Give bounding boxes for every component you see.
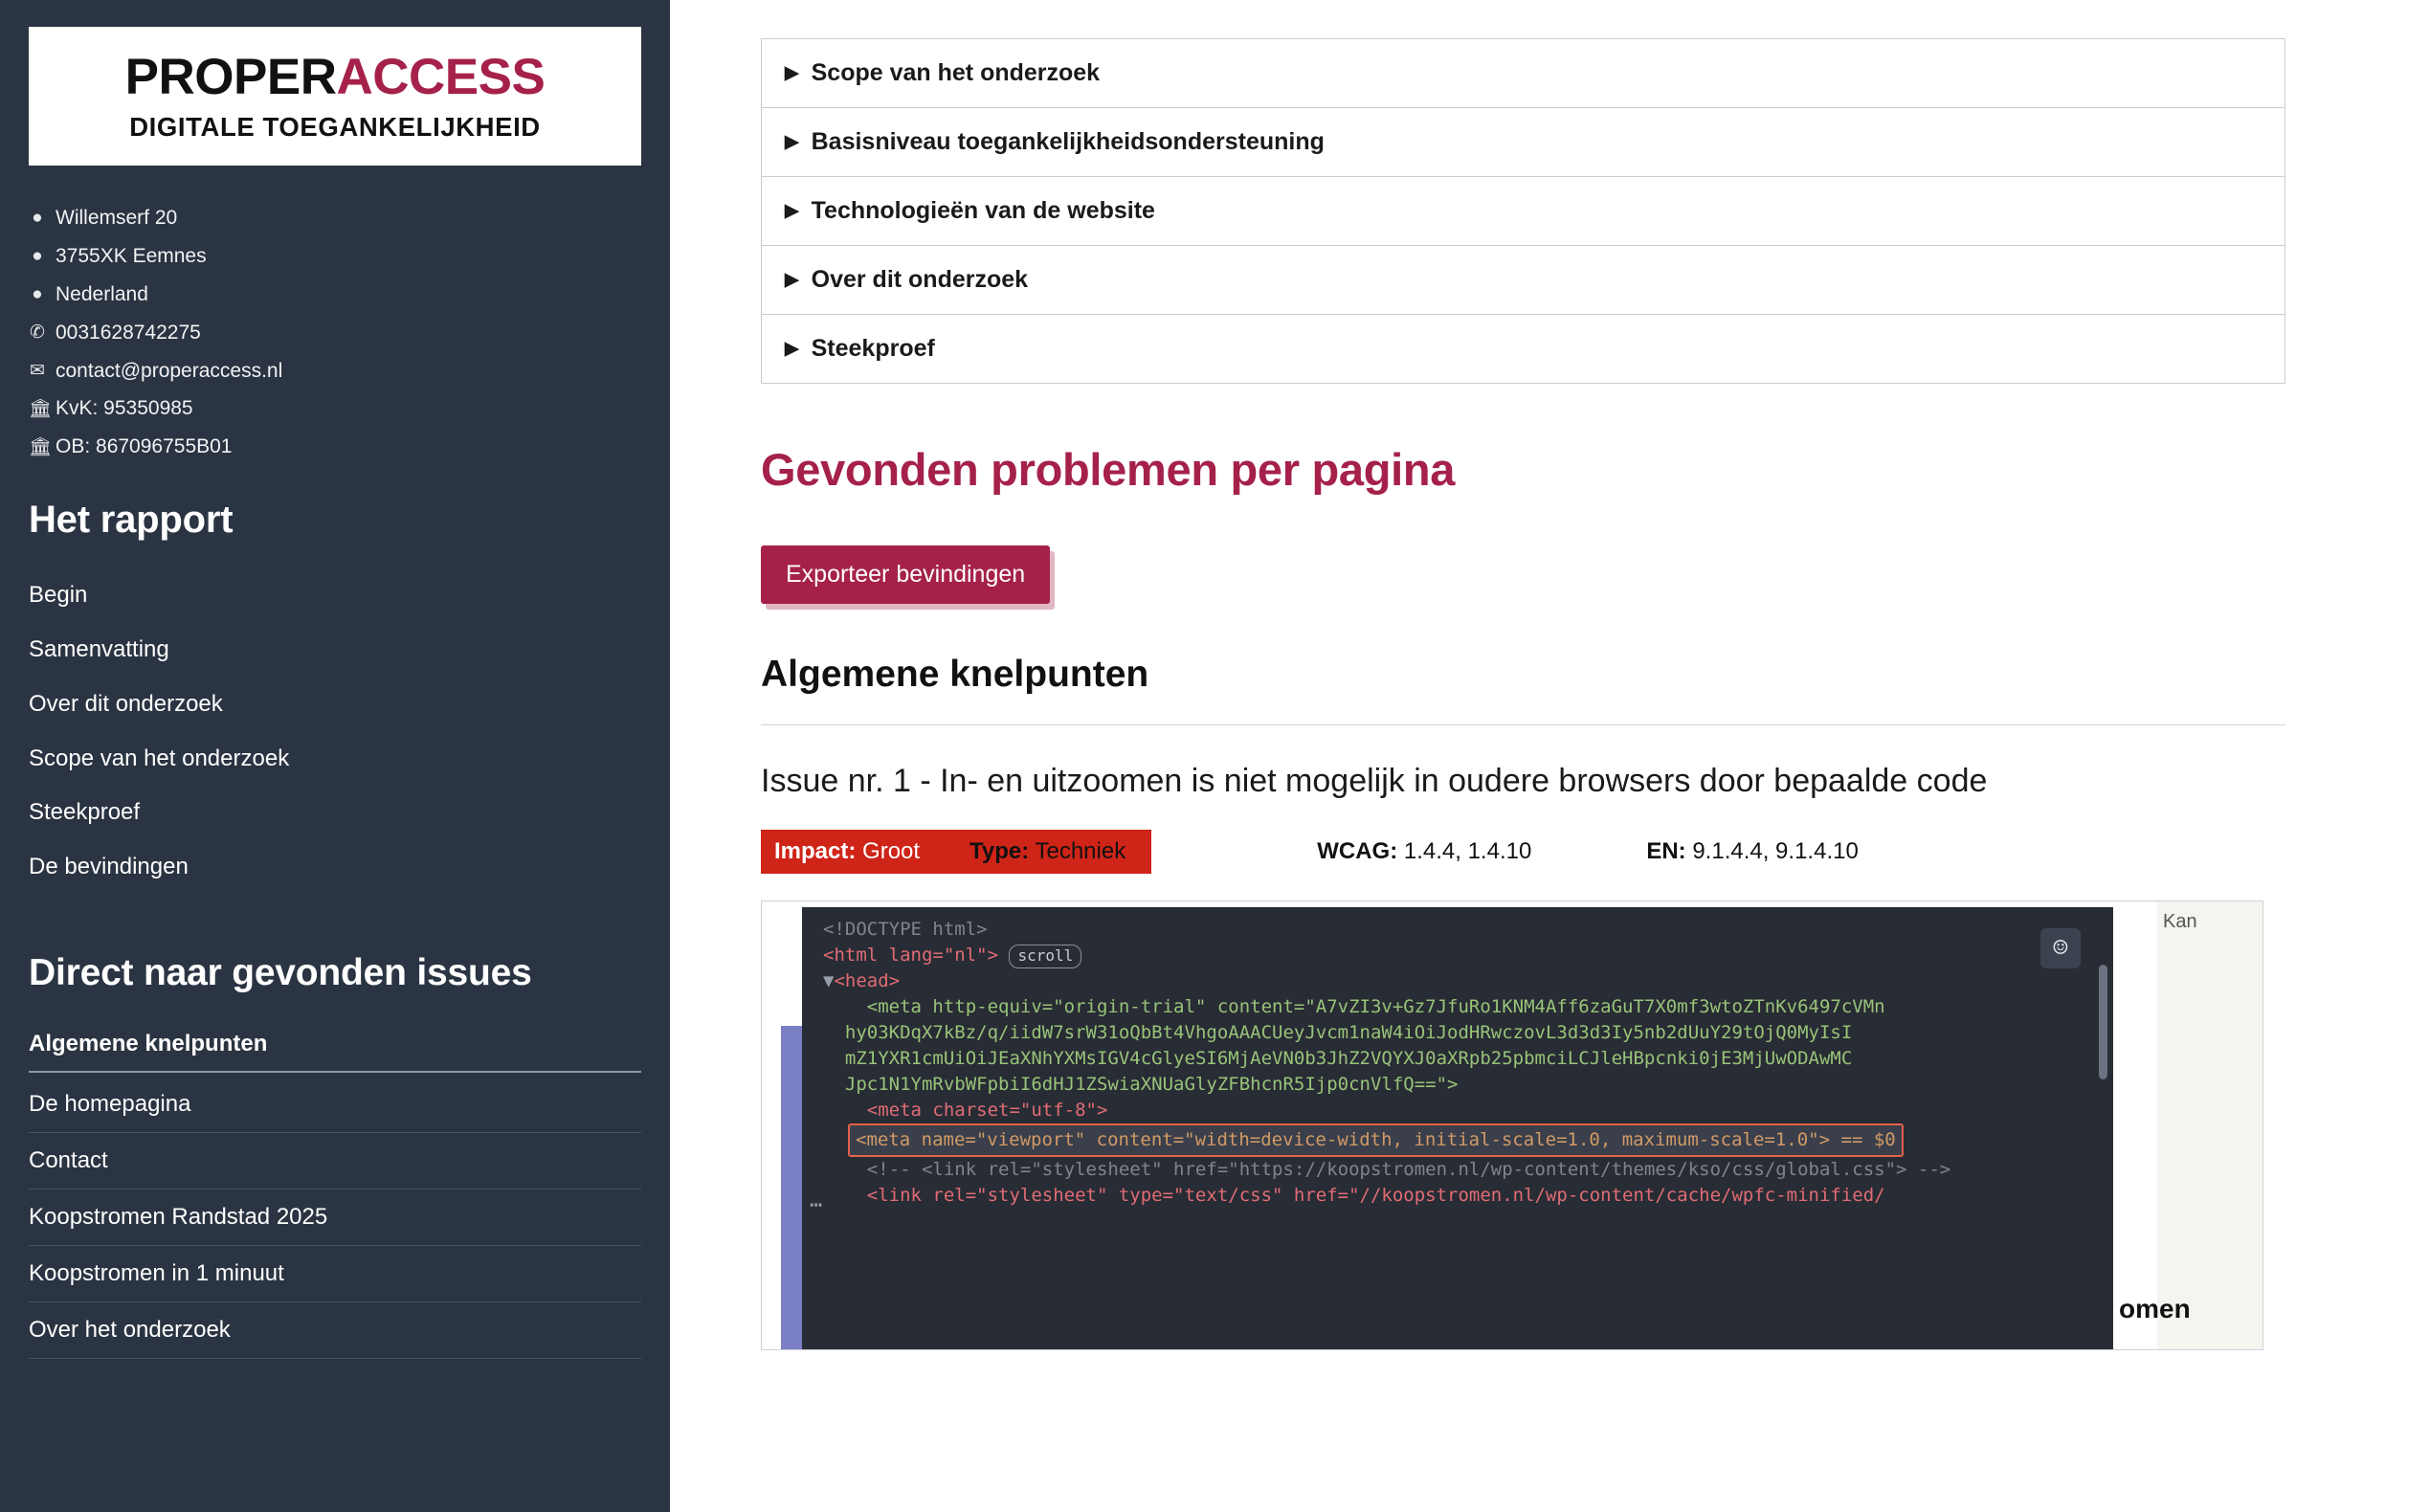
- logo: [29, 27, 641, 166]
- code-line: mZ1YXR1cmUiOiJEaXNhYXMsIGV4cGlyeSI6MjAeVN0b3JhZ2VQYXJ0aXRpb25pbmciLCJleHBpcnki0jE3MjUwODAwMC: [844, 1048, 1853, 1070]
- sidebar-issue-de-homepagina[interactable]: De homepagina: [29, 1077, 641, 1133]
- code-line: <html lang="nl"> scroll: [823, 943, 2100, 968]
- type-label: Type:: [969, 838, 1030, 865]
- sidebar-issue-over-het-onderzoek[interactable]: Over het onderzoek: [29, 1302, 641, 1359]
- accordion: [761, 38, 2285, 384]
- sidebar-item-steekproef[interactable]: Steekproef: [29, 799, 141, 826]
- sidebar-issue-koopstromen-randstad-2025[interactable]: Koopstromen Randstad 2025: [29, 1190, 641, 1246]
- issue-meta-row: [761, 830, 2285, 874]
- chevron-right-icon: ▶: [785, 201, 799, 221]
- contact-ob-text: OB: 867096755B01: [56, 435, 233, 458]
- logo-tagline: DIGITALE TOEGANKELIJKHEID: [129, 112, 541, 142]
- contact-item-street: [29, 206, 641, 232]
- contact-info-list: [29, 206, 641, 460]
- sidebar: [0, 0, 670, 1512]
- impact-value: Groot: [862, 838, 921, 865]
- logo-part-access: ACCESS: [336, 49, 546, 105]
- code-line-highlighted: <meta name="viewport" content="width=device-width, initial-scale=1.0, maximum-scale=1.0"> == $0: [823, 1123, 2100, 1157]
- location-pin-icon: ●: [32, 208, 43, 229]
- screenshot-right-strip: [2119, 901, 2262, 1350]
- sidebar-item-samenvatting[interactable]: Samenvatting: [29, 635, 169, 662]
- sidebar-issue-group-title: Algemene knelpunten: [29, 1021, 641, 1073]
- sidebar-issue-list: [29, 1077, 641, 1359]
- meta-type: [969, 838, 1125, 865]
- type-value: Techniek: [1035, 838, 1126, 865]
- code-line: Jpc1N1YmRvbWFpbiI6dHJ1ZSwiaXNUaGlyZFBhcnR5Ijp0cnVlfQ==">: [844, 1074, 1459, 1096]
- accordion-item-steekproef[interactable]: [762, 315, 2284, 384]
- envelope-icon: ✉: [30, 360, 45, 381]
- bank-icon: 🏛: [29, 436, 53, 457]
- devtools-ellipsis-icon: ⋯: [810, 1193, 823, 1218]
- logo-part-proper: PROPER: [124, 49, 337, 105]
- devtools-scrollbar[interactable]: [2099, 965, 2107, 1079]
- sidebar-item-over-dit-onderzoek[interactable]: Over dit onderzoek: [29, 690, 223, 717]
- location-pin-icon: ●: [32, 246, 43, 267]
- subsection-title: Algemene knelpunten: [761, 654, 2285, 725]
- issue-title: Issue nr. 1 - In- en uitzoomen is niet mogelijk in oudere browsers door bepaalde code: [761, 763, 1988, 799]
- chevron-right-icon: ▶: [785, 339, 799, 359]
- main-content: [670, 0, 2429, 1512]
- contact-item-phone[interactable]: [29, 321, 641, 346]
- sidebar-issue-koopstromen-in-1-minuut[interactable]: Koopstromen in 1 minuut: [29, 1246, 641, 1302]
- accordion-item-scope[interactable]: [762, 39, 2284, 108]
- contact-phone-text: 0031628742275: [56, 321, 201, 344]
- issue-screenshot: [761, 901, 2263, 1350]
- code-line: <!-- <link rel="stylesheet" href="https://koopstromen.nl/wp-content/themes/kso/css/global.css"> -->: [866, 1159, 1951, 1181]
- sidebar-issue-contact[interactable]: Contact: [29, 1133, 641, 1190]
- contact-street-text: Willemserf 20: [56, 207, 178, 229]
- contact-item-country: [29, 282, 641, 308]
- devtools-panel: [802, 907, 2113, 1350]
- contact-item-kvk: [29, 396, 641, 422]
- accordion-item-over-dit-onderzoek[interactable]: [762, 246, 2284, 315]
- code-line: <meta charset="utf-8">: [866, 1100, 1108, 1122]
- wcag-value: 1.4.4, 1.4.10: [1403, 838, 1532, 865]
- scroll-badge: scroll: [1009, 945, 1081, 968]
- accordion-label: Technologieën van de website: [811, 197, 1155, 224]
- screenshot-right-label-bottom: omen: [2119, 1294, 2191, 1324]
- code-line: ▼<head>: [823, 970, 901, 992]
- sidebar-item-begin[interactable]: Begin: [29, 582, 88, 609]
- accordion-item-basisniveau[interactable]: [762, 108, 2284, 177]
- code-line: <link rel="stylesheet" type="text/css" href="//koopstromen.nl/wp-content/cache/wpfc-minified/: [866, 1185, 1885, 1207]
- sidebar-item-de-bevindingen[interactable]: De bevindingen: [29, 854, 189, 880]
- wcag-label: WCAG:: [1317, 838, 1398, 865]
- accordion-item-technologieen[interactable]: [762, 177, 2284, 246]
- code-line: hy03KDqX7kBz/q/iidW7srW31oQbBt4VhgoAAACUeyJvcm1naW4iOiJodHRwczovL3d3d3Iy5nb2dUuY29tOjQ0MyIsI: [844, 1022, 1853, 1044]
- sidebar-item-scope-van-het-onderzoek[interactable]: Scope van het onderzoek: [29, 745, 290, 771]
- location-pin-icon: ●: [32, 284, 43, 305]
- export-findings-button[interactable]: Exporteer bevindingen: [761, 545, 1050, 604]
- contact-item-email[interactable]: [29, 359, 641, 385]
- contact-kvk-text: KvK: 95350985: [56, 397, 193, 420]
- accessibility-icon[interactable]: ☺: [2040, 928, 2081, 968]
- contact-email-text: contact@properaccess.nl: [56, 359, 283, 382]
- chevron-right-icon: ▶: [785, 132, 799, 152]
- meta-wcag: [1317, 838, 1531, 865]
- contact-item-ob: [29, 434, 641, 460]
- page-title: Gevonden problemen per pagina: [761, 444, 1456, 495]
- bank-icon: 🏛: [29, 398, 53, 419]
- sidebar-report-nav: [29, 568, 641, 895]
- screenshot-right-label-top: Kan: [2163, 911, 2197, 933]
- meta-en: [1646, 838, 1859, 865]
- impact-label: Impact:: [774, 838, 857, 865]
- chevron-right-icon: ▶: [785, 63, 799, 83]
- sidebar-issues-heading: Direct naar gevonden issues: [29, 951, 532, 993]
- code-line: <meta http-equiv="origin-trial" content="A7vZI3v+Gz7JfuRo1KNM4Aff6zaGuT7X0mf3wtoZTnKv6497cVMn: [866, 996, 1885, 1018]
- accordion-label: Scope van het onderzoek: [811, 59, 1101, 86]
- contact-item-postal: [29, 244, 641, 270]
- accordion-label: Steekproef: [811, 335, 935, 362]
- accordion-label: Over dit onderzoek: [811, 266, 1029, 293]
- logo-wordmark: [29, 49, 641, 105]
- chevron-right-icon: ▶: [785, 270, 799, 290]
- sidebar-report-heading: Het rapport: [29, 499, 234, 542]
- accordion-label: Basisniveau toegankelijkheidsondersteuning: [811, 128, 1325, 155]
- en-value: 9.1.4.4, 9.1.4.10: [1692, 838, 1859, 865]
- contact-country-text: Nederland: [56, 282, 148, 305]
- code-line: <!DOCTYPE html>: [823, 919, 988, 941]
- contact-postal-text: 3755XK Eemnes: [56, 244, 207, 267]
- en-label: EN:: [1646, 838, 1686, 865]
- phone-icon: ✆: [30, 322, 45, 343]
